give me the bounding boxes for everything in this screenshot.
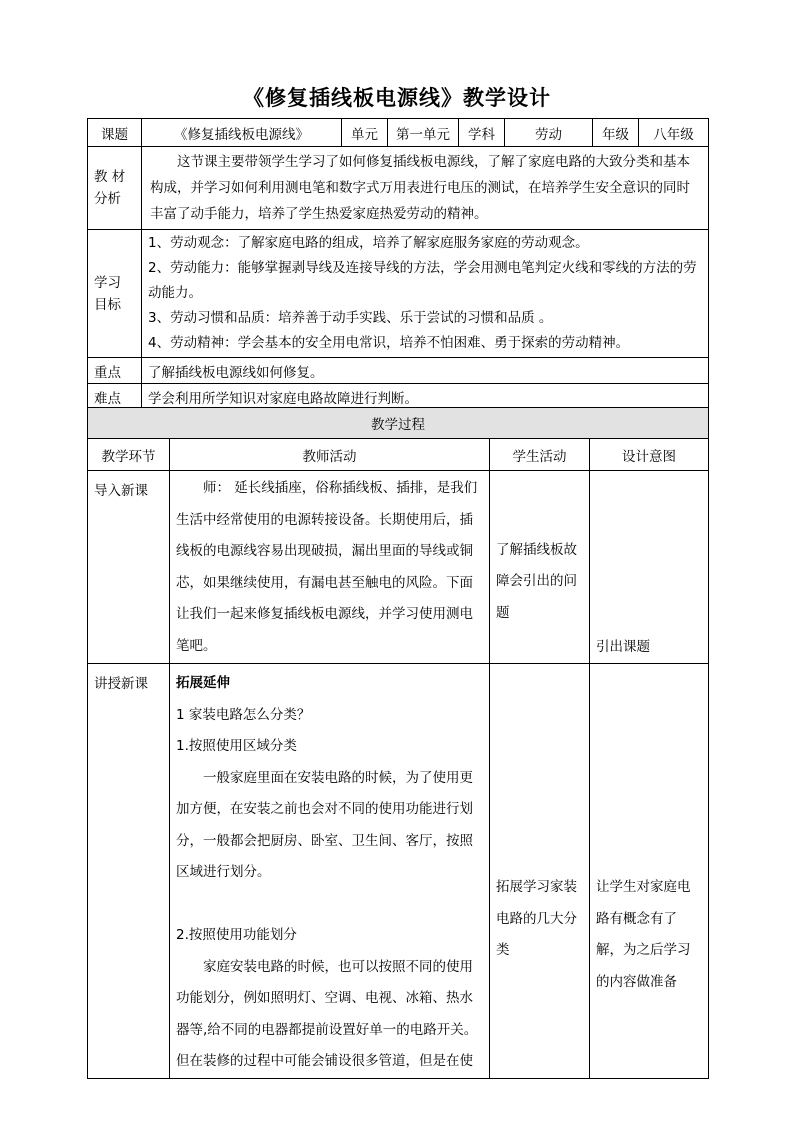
goals-label-line2: 目标	[94, 296, 121, 313]
analysis-label	[88, 147, 142, 230]
intro-teacher-activity: 师： 延长线插座，俗称插线板、插排，是我们生活中经常使用的电源转接设备。长期使用后，插线板的电源线容易出现破损，漏出里面的导线或铜芯，如果继续使用，有漏电甚至触电的风险。下面让我们一起来修复插线板电源线，并学习使用测电笔吧。	[170, 471, 490, 664]
goal-item: 4、劳动精神：学会基本的安全用电常识，培养不怕困难、勇于探索的劳动精神。	[148, 335, 630, 351]
teaching-process-table	[87, 407, 709, 1079]
goals-list	[142, 230, 709, 358]
goal-item: 3、劳动习惯和品质：培养善于动手实践、乐于尝试的习惯和品质 。	[148, 310, 553, 326]
key-text: 了解插线板电源线如何修复。	[142, 358, 709, 384]
course-label: 课题	[88, 119, 142, 147]
section-title: 拓展延伸	[176, 675, 230, 691]
process-heading: 教学过程	[88, 408, 709, 439]
intro-student-activity: 了解插线板故障会引出的问题	[490, 471, 590, 664]
analysis-label-line2: 分析	[94, 191, 121, 207]
subject-label: 学科	[459, 119, 505, 147]
key-label: 重点	[88, 358, 142, 384]
subheading-2: 2.按照使用功能划分	[176, 927, 297, 943]
lesson-info-table	[87, 118, 709, 410]
paragraph-1: 一般家庭里面在安装电路的时候，为了使用更加方便，在安装之前也会对不同的使用功能进行划分，一般都会把厨房、卧室、卫生间、客厅，按照区域进行划分。	[176, 769, 473, 880]
lecture-stage: 讲授新课	[88, 664, 170, 1079]
analysis-label-line1: 教 材	[94, 169, 126, 185]
intro-stage: 导入新课	[88, 471, 170, 664]
course-value: 《修复插线板电源线》	[142, 119, 342, 147]
subject-value: 劳动	[505, 119, 593, 147]
grade-value: 八年级	[639, 119, 709, 147]
col-stage-header: 教学环节	[88, 439, 170, 471]
lecture-design-intent: 让学生对家庭电路有概念有了解，为之后学习的内容做准备	[590, 664, 709, 1079]
goal-item: 1、劳动观念：了解家庭电路的组成，培养了解家庭服务家庭的劳动观念。	[148, 235, 589, 251]
lecture-student-activity: 拓展学习家装电路的几大分类	[490, 664, 590, 1079]
spacer	[176, 889, 483, 921]
goals-label-line1: 学习	[94, 274, 121, 291]
paragraph-2: 家庭安装电路的时候，也可以按照不同的使用功能划分，例如照明灯、空调、电视、冰箱、热水器等,给不同的电器都提前设置好单一的电路开关。但在装修的过程中可能会铺设很多管道，但是在使	[176, 958, 478, 1069]
question-1: 1 家装电路怎么分类？	[176, 706, 311, 723]
analysis-text: 这节课主要带领学生学习了如何修复插线板电源线，了解了家庭电路的大致分类和基本构成，并学习如何利用测电笔和数字式万用表进行电压的测试，在培养学生安全意识的同时丰富了动手能力，培养了学生热爱家庭热爱劳动的精神。	[142, 147, 709, 230]
lecture-teacher-activity	[170, 664, 490, 1079]
document-title: 《修复插线板电源线》教学设计	[243, 86, 551, 110]
unit-label: 单元	[342, 119, 388, 147]
unit-value: 第一单元	[388, 119, 459, 147]
subheading-1: 1.按照使用区域分类	[176, 738, 297, 754]
intro-design-intent: 引出课题	[590, 471, 709, 664]
goals-label	[88, 230, 142, 358]
col-student-header: 学生活动	[490, 439, 590, 471]
col-teacher-header: 教师活动	[170, 439, 490, 471]
grade-label: 年级	[593, 119, 639, 147]
goal-item: 2、劳动能力：能够掌握剥导线及连接导线的方法，学会用测电笔判定火线和零线的方法的劳动能力。	[148, 260, 697, 301]
difficulty-text: 学会利用所学知识对家庭电路故障进行判断。	[142, 384, 709, 410]
difficulty-label: 难点	[88, 384, 142, 410]
col-intent-header: 设计意图	[590, 439, 709, 471]
